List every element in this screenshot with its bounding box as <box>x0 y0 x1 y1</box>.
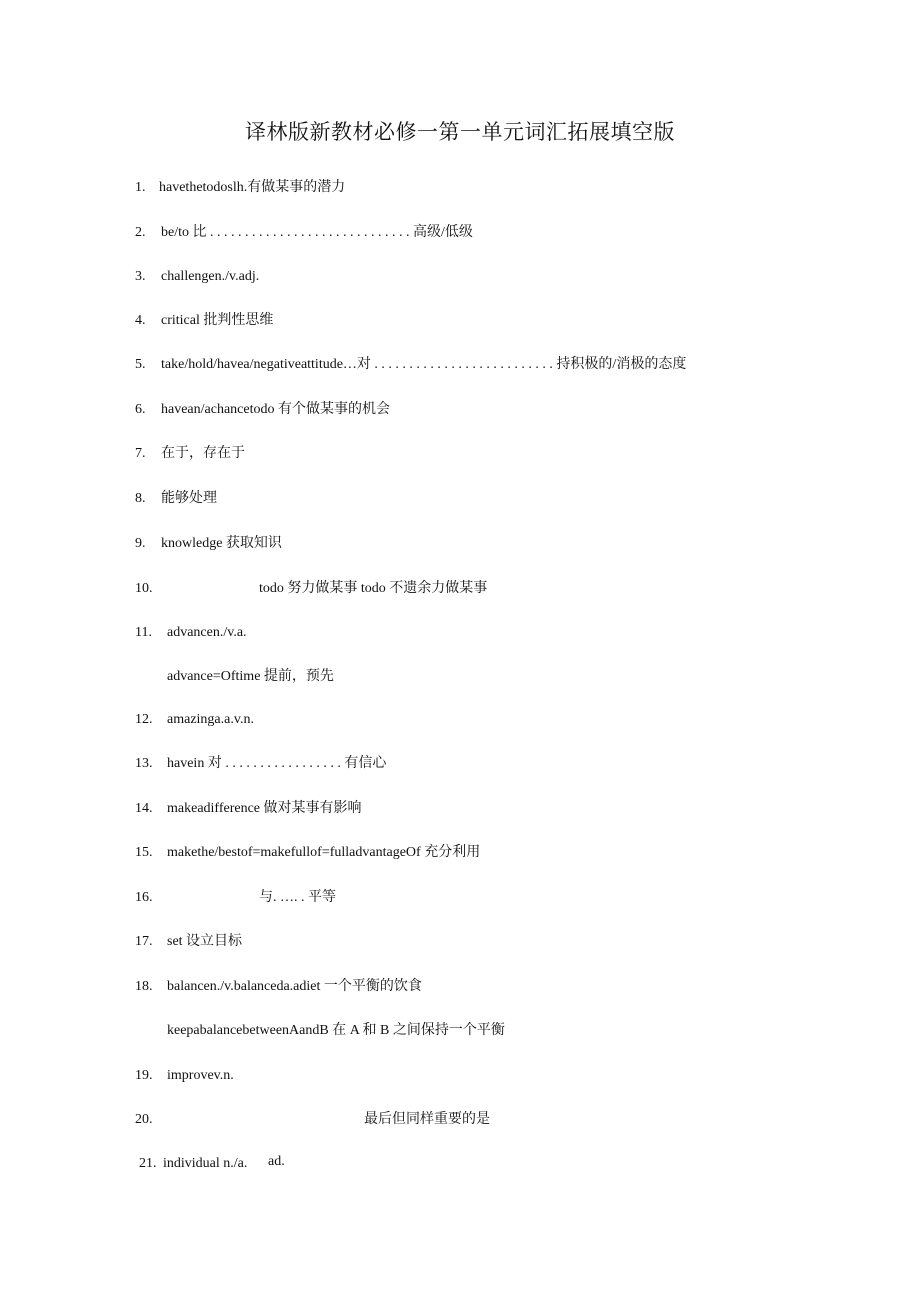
item-text: havean/achancetodo 有个做某事的机会 <box>161 402 390 417</box>
item-text: balancen./v.balanceda.adiet 一个平衡的饮食 <box>167 979 422 994</box>
item-number: 1. <box>135 180 146 195</box>
item-text: critical 批判性思维 <box>161 313 274 328</box>
item-text: havein 对 . . . . . . . . . . . . . . . . . 有信心 <box>167 756 387 771</box>
item-number: 17. <box>135 934 153 949</box>
item-number: 11. <box>135 625 152 640</box>
item-number: 20. <box>135 1112 153 1127</box>
item-text: individual n./a. <box>163 1156 248 1171</box>
item-number: 6. <box>135 402 146 417</box>
item-text: todo 努力做某事 todo 不遗余力做某事 <box>259 581 488 596</box>
item-number: 5. <box>135 357 146 372</box>
item-number: 8. <box>135 491 146 506</box>
item-text: improvev.n. <box>167 1068 234 1083</box>
item-number: 2. <box>135 225 146 240</box>
item-text: knowledge 获取知识 <box>161 536 282 551</box>
item-text: set 设立目标 <box>167 934 243 949</box>
page-title: 译林版新教材必修一第一单元词汇拓展填空版 <box>245 120 675 144</box>
item-text: 在于，存在于 <box>161 446 245 461</box>
item-number: 12. <box>135 712 153 727</box>
item-number: 14. <box>135 801 153 816</box>
item-number: 16. <box>135 890 153 905</box>
item-text: amazinga.a.v.n. <box>167 712 254 727</box>
item-text: keepabalancebetweenAandB 在 A 和 B 之间保持一个平衡 <box>167 1023 505 1038</box>
item-number: 9. <box>135 536 146 551</box>
item-text: havethetodoslh.有做某事的潜力 <box>159 180 346 195</box>
item-text: advance=Oftime 提前，预先 <box>167 669 334 684</box>
item-number: 13. <box>135 756 153 771</box>
item-number: 4. <box>135 313 146 328</box>
item-number: 18. <box>135 979 153 994</box>
item-text: advancen./v.a. <box>167 625 247 640</box>
item-text: makeadifference 做对某事有影响 <box>167 801 362 816</box>
item-number: 3. <box>135 269 146 284</box>
item-text: 最后但同样重要的是 <box>364 1112 490 1127</box>
item-number: 19. <box>135 1068 153 1083</box>
item-text: 能够处理 <box>161 491 217 506</box>
item-text: challengen./v.adj. <box>161 269 260 284</box>
item-text: take/hold/havea/negativeattitude…对 . . . . . . . . . . . . . . . . . . . . . . . . . . 持积极的/消极的态度 <box>161 357 687 372</box>
item-text: 与. …. . 平等 <box>259 890 336 905</box>
item-text: makethe/bestof=makefullof=fulladvantageOf 充分利用 <box>167 845 481 860</box>
item-number: 15. <box>135 845 153 860</box>
item-text: be/to 比 . . . . . . . . . . . . . . . . . . . . . . . . . . . . . 高级/低级 <box>161 225 473 240</box>
item-number: 10. <box>135 581 153 596</box>
item-number: 21. <box>139 1156 157 1171</box>
item-extra-text: ad. <box>268 1154 285 1169</box>
item-number: 7. <box>135 446 146 461</box>
